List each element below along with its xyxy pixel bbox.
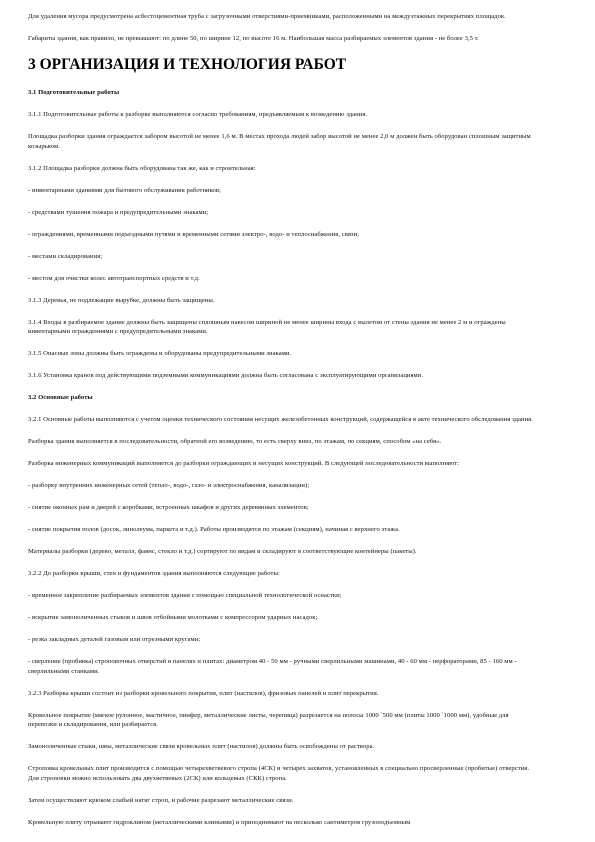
paragraph: Разборка здания выполняется в последовательности, обратной его возведению, то есть сверху вниз, по этажам, по секциям, способом «на себя». [28, 438, 442, 445]
paragraph: 3.2.2 До разборки крыши, стен и фундаментов здания выполняются следующие работы: [28, 570, 280, 577]
chapter-heading: 3 ОРГАНИЗАЦИЯ И ТЕХНОЛОГИЯ РАБОТ [28, 56, 347, 73]
paragraph: - вскрытие замоноличенных стыков и швов отбойными молотками с компрессором ударных насадок; [28, 614, 318, 621]
paragraph: Затем осуществляют крюком слабый натяг строп, и рабочие разрезают металлические связи. [28, 796, 294, 804]
section-title-preparatory: 3.1 Подготовительные работы [28, 89, 120, 96]
intro-paragraph-1: Для удаления мусора предусмотрена асбестоцементная труба с загрузочными отверстиями-приемниками, расположенными на междуэтажных перекрытиях площадок. [28, 13, 506, 20]
paragraph: - сверление (пробивка) строповочных отверстий в панелях и плитах: диаметром 40 - 50 мм - ручными сверлильными машинами, 40 - 60 мм - перфораторами, 85 - 160 мм - сверлильными станками. [28, 658, 517, 675]
paragraph: - местами складирования; [28, 252, 103, 260]
paragraph: Площадка разборки здания ограждается забором высотой не менее 1,6 м. В местах прохода людей забор высотой не менее 2,0 м должен быть оборудован сплошным защитным козырьком. [28, 133, 531, 150]
paragraph: 3.1.3 Деревья, не подлежащие вырубке, должны быть защищены. [28, 296, 215, 304]
paragraph: Замоноличенные стыки, швы, металлические связи кровельных плит (настилов) должны быть освобождены от раствора. [28, 743, 375, 750]
section-title-main: 3.2 Основные работы [28, 394, 93, 401]
paragraph: 3.1.4 Входы в разбираемое здание должны быть защищены сплошным навесом шириной не менее ширины входа с вылетом от стены здания не менее 2 м и ограждены инвентарными ограждениями с предупредительными знаками. [28, 318, 506, 335]
paragraph: Кровельную плиту отрывают гидроклином (металлическими клиньями) и приподнимают на несколько сантиметров грузоподъемным [28, 818, 411, 826]
paragraph: - местом для очистки колес автотранспортных средств и т.д. [28, 274, 200, 282]
paragraph: 3.1.2 Площадка разборки должна быть оборудована так же, как и строительная: [28, 164, 256, 172]
paragraph: - резка закладных деталей газовым или отрезными кругами; [28, 636, 201, 643]
paragraph: Разборка инженерных коммуникаций выполняется до разборки ограждающих и несущих конструкций. В следующей последовательности выполняют: [28, 460, 459, 467]
paragraph: - снятие оконных рам и дверей с коробками, встроенных шкафов и других деревянных элементов; [28, 504, 309, 511]
paragraph: - временное закрепление разбираемых элементов здания с помощью специальной технологической оснастки; [28, 592, 342, 599]
section-main [28, 415, 537, 827]
paragraph: Материалы разборки (дерево, металл, фаянс, стекло и т.д.) сортируют по видам и складируют в соответствующие контейнеры (пакеты). [28, 548, 417, 555]
section-preparatory [28, 110, 537, 381]
intro-paragraph-2: Габариты здания, как правило, не превышают: по длине 50, по ширине 12, по высоте 16 м. Наибольшая масса разбираемых элементов здания - не более 3,5 т. [28, 35, 479, 42]
paragraph: - ограждениями, временными подъездными путями и временными сетями электро-, водо- и теплоснабжения, связи; [28, 230, 360, 238]
paragraph: Строповка кровельных плит производится с помощью четырехветвевого стропа (4СК) и четырех захватов, установленных в специально просверленные (пробитые) отверстия. Для строповки можно использовать два двухветвевых (2СК) или кольцевых (СКК) стропа. [28, 765, 530, 782]
paragraph: - снятие покрытия полов (досок, линолеума, паркета и т.д.). Работы производятся по этажам (секциям), начиная с верхнего этажа. [28, 526, 400, 533]
paragraph: - средствами тушения пожара и предупредительными знаками; [28, 208, 209, 216]
paragraph: - инвентарными зданиями для бытового обслуживания работников; [28, 186, 221, 194]
paragraph: 3.1.6 Установка кранов под действующими подземными коммуникациями должна быть согласована с эксплуатирующими организациями. [28, 372, 424, 379]
paragraph: 3.2.1 Основные работы выполняются с учетом оценки технического состояния несущих железобетонных конструкций, содержащейся в акте технического обследования здания. [28, 416, 533, 423]
paragraph: - разборку внутренних инженерных сетей (тепло-, водо-, газо- и электроснабжения, канализации); [28, 482, 310, 489]
paragraph: 3.1.1 Подготовительные работы к разборке выполняются согласно требованиям, предъявляемым к возведению здания. [28, 111, 368, 118]
paragraph: 3.2.3 Разборка крыши состоит из разборки кровельного покрытия, плит (настилов), фризовых панелей и плит перекрытия. [28, 689, 379, 697]
paragraph: Кровельное покрытие (мягкое рулонное, мастичное, пинфер, металлические листы, черепица) разрезается на полосы 1000 `500 мм (плиты 1000 `1000 мм), удобные для перевозки и складирования, или разбирается. [28, 711, 509, 728]
paragraph: 3.1.5 Опасные зоны должны быть ограждены и оборудованы предупредительными знаками. [28, 350, 292, 357]
